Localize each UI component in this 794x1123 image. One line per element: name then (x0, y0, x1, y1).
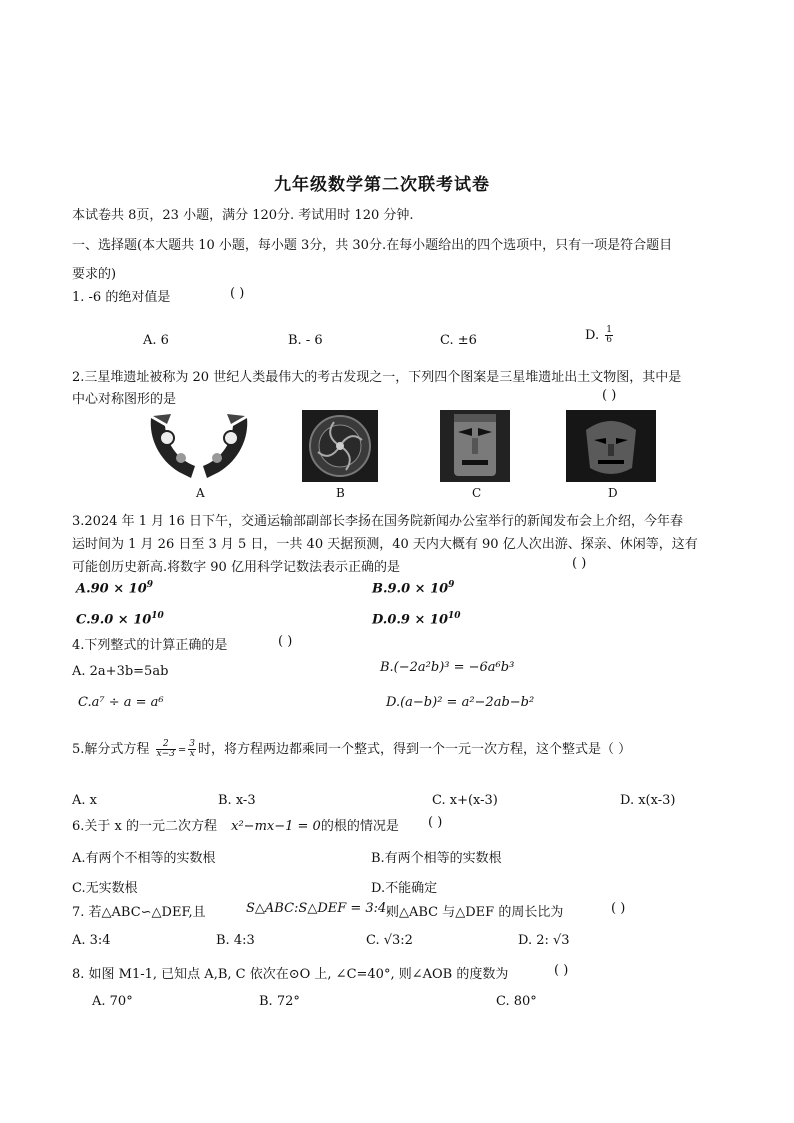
section-heading-line2: 要求的) (72, 267, 117, 282)
q8-bracket: ( ) (554, 963, 569, 978)
q4-bracket: ( ) (278, 634, 293, 649)
q1-stem: 1. -6 的绝对值是 (72, 290, 171, 305)
q1-d-denominator: 6 (606, 335, 612, 345)
q4-option-d: D.(a−b)² = a²−2ab−b² (386, 695, 535, 710)
q2-bracket: ( ) (602, 388, 617, 403)
q5-option-a: A. x (72, 793, 97, 808)
q3-a-base: A.90 × 10 (76, 581, 147, 597)
artifact-image-a (145, 408, 253, 484)
q3-b-exp: 9 (448, 580, 455, 590)
q8-option-b: B. 72° (259, 994, 300, 1009)
q4-stem: 4.下列整式的计算正确的是 (72, 638, 228, 653)
q1-option-a: A. 6 (143, 333, 169, 348)
q8-option-c: C. 80° (496, 994, 537, 1009)
q6-option-d: D.不能确定 (371, 881, 438, 896)
q7-option-a: A. 3:4 (72, 933, 111, 948)
q5-option-d: D. x(x-3) (620, 793, 676, 808)
q5-f2-num: 3 (189, 739, 196, 749)
q3-c-base: C.9.0 × 10 (76, 612, 152, 628)
q4-option-b: B.(−2a²b)³ = −6a⁶b³ (380, 660, 515, 675)
q7-stem-post: 则△ABC 与△DEF 的周长比为 (386, 905, 564, 920)
q7-ratio: S△ABC:S△DEF = 3:4, (246, 901, 391, 916)
q6-option-c: C.无实数根 (72, 881, 138, 896)
q7-option-d: D. 2: √3 (518, 933, 570, 948)
q3-option-a (76, 580, 153, 596)
section-heading-line1: 一、选择题(本大题共 10 小题，每小题 3分，共 30分.在每小题给出的四个选项中，只有一项是符合题目 (72, 238, 673, 253)
q6-equation: x²−mx−1 = 0 (231, 819, 321, 834)
q1-option-c: C. ±6 (440, 333, 477, 348)
q6-bracket: ( ) (428, 815, 443, 830)
q5-stem-pre: 5.解分式方程 (72, 742, 150, 757)
q7-option-b: B. 4:3 (216, 933, 255, 948)
artifact-image-d (566, 410, 656, 482)
q6-stem-post: 的根的情况是 (320, 819, 399, 834)
q3-line3: 可能创历史新高.将数字 90 亿用科学记数法表示正确的是 (72, 560, 400, 575)
q3-d-base: D.0.9 × 10 (372, 612, 448, 628)
q6-stem (72, 815, 399, 834)
q5-fraction-2 (188, 740, 196, 759)
page-title: 九年级数学第二次联考试卷 (274, 175, 490, 195)
q7-option-c: C. √3:2 (366, 933, 413, 948)
q5-f1-num: 2 (156, 740, 176, 750)
q3-c-exp: 10 (151, 611, 164, 621)
q1-d-numerator: 1 (606, 325, 612, 335)
q5-stem (72, 738, 631, 759)
artifact-label-b: B (336, 486, 345, 500)
artifact-image-c (440, 410, 510, 482)
q5-f1-den: x−3 (156, 749, 175, 759)
artifact-label-d: D (608, 486, 618, 500)
q3-bracket: ( ) (572, 556, 587, 571)
q3-option-b (372, 580, 454, 596)
q6-option-b: B.有两个相等的实数根 (371, 851, 502, 866)
q8-option-a: A. 70° (92, 994, 133, 1009)
artifact-image-b (302, 410, 378, 482)
q5-option-b: B. x-3 (218, 793, 256, 808)
q1-option-d-prefix: D. (585, 328, 600, 343)
q3-b-base: B.9.0 × 10 (372, 581, 449, 597)
q1-option-d (585, 326, 615, 345)
q3-d-exp: 10 (448, 611, 461, 621)
q5-stem-post: 时，将方程两边都乘同一个整式，得到一个一元一次方程，这个整式是（ ） (198, 742, 632, 757)
q3-line1: 3.2024 年 1 月 16 日下午，交通运输部副部长李扬在国务院新闻办公室举行的新闻发布会上介绍，今年春 (72, 514, 683, 529)
q4-option-c: C.a⁷ ÷ a = a⁶ (78, 695, 164, 710)
q6-option-a: A.有两个不相等的实数根 (72, 851, 216, 866)
q7-stem-pre: 7. 若△ABC∽△DEF,且 (72, 905, 206, 920)
q3-option-c (76, 611, 164, 627)
q3-a-exp: 9 (146, 580, 154, 590)
q1-option-b: B. - 6 (288, 333, 323, 348)
q8-stem: 8. 如图 M1-1, 已知点 A,B, C 依次在⊙O 上, ∠C=40°, 则∠AOB 的度数为 (72, 967, 509, 982)
q5-fraction-1 (156, 740, 176, 759)
q5-equals: = (177, 745, 187, 756)
exam-intro: 本试卷共 8页，23 小题，满分 120分. 考试用时 120 分钟. (72, 208, 414, 223)
artifact-label-c: C (472, 486, 482, 500)
q2-line1: 2.三星堆遗址被称为 20 世纪人类最伟大的考古发现之一，下列四个图案是三星堆遗址出土文物图，其中是 (72, 370, 682, 385)
q1-option-d-fraction (605, 326, 613, 345)
q6-stem-pre: 6.关于 x 的一元二次方程 (72, 819, 217, 834)
artifact-label-a: A (196, 486, 205, 500)
q5-option-c: C. x+(x-3) (432, 793, 498, 808)
q3-option-d (372, 611, 461, 627)
q5-f2-den: x (189, 749, 195, 759)
q2-line2: 中心对称图形的是 (72, 392, 177, 407)
q1-bracket: ( ) (230, 286, 245, 301)
q4-option-a: A. 2a+3b=5ab (72, 664, 169, 679)
q3-line2: 运时间为 1 月 26 日至 3 月 5 日，一共 40 天据预测，40 天内大概有 90 亿人次出游、探亲、休闲等，这有 (72, 537, 698, 552)
q7-bracket: ( ) (611, 901, 626, 916)
